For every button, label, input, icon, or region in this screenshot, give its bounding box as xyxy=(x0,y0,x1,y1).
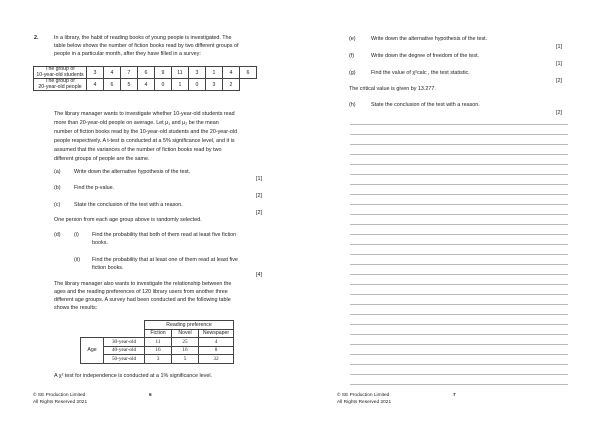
question-number: 2. xyxy=(34,35,39,41)
subpart-text: fiction books. xyxy=(92,265,124,271)
row-label: 10-year-old students xyxy=(36,71,84,78)
table-cell: 1 xyxy=(206,67,223,79)
column-header: Newspaper xyxy=(199,329,234,338)
part-text: Write down the alternative hypothesis of the test. xyxy=(371,36,488,42)
answer-line[interactable] xyxy=(350,164,568,165)
table-cell: 0 xyxy=(155,79,172,91)
row-header: 50-year-old xyxy=(104,355,145,364)
mark: [2] xyxy=(256,210,262,216)
answer-line[interactable] xyxy=(350,234,568,235)
subpart-text: books. xyxy=(92,240,108,246)
part-text: State the conclusion of the test with a reason. xyxy=(371,102,480,108)
table-row xyxy=(34,67,257,79)
page-number: 6 xyxy=(149,393,152,398)
mark: [2] xyxy=(256,193,262,199)
table-row xyxy=(81,321,234,330)
intro-line: In a library, the habit of reading books of young people is investigated. The xyxy=(54,35,232,41)
paragraph-line: One person from each age group above is randomly selected. xyxy=(54,217,202,223)
paragraph-line: ages and the reading preferences of 120 library users from another three xyxy=(54,289,228,295)
answer-line[interactable] xyxy=(350,284,568,285)
column-header: Novel xyxy=(172,329,199,338)
table-cell: 5 xyxy=(172,355,199,364)
paragraph-line: assumed that the variances of the number of fiction books read by two xyxy=(54,147,222,153)
part-label: (g) xyxy=(349,70,356,76)
table-cell: 16 xyxy=(172,346,199,355)
table-cell: 8 xyxy=(199,346,234,355)
row-header: 40-year-old xyxy=(104,346,145,355)
subpart-text: Find the probability that at least one of them read at least five xyxy=(92,257,238,263)
answer-line[interactable] xyxy=(350,254,568,255)
subpart-text: Find the probability that both of them read at least five fiction xyxy=(92,232,237,238)
contingency-table xyxy=(80,320,234,364)
row-header: 30-year-old xyxy=(104,338,145,347)
part-text: Write down the alternative hypothesis of the test. xyxy=(74,169,191,175)
table-row xyxy=(81,329,234,338)
answer-line[interactable] xyxy=(350,144,568,145)
part-text: Write down the degree of freedom of the test. xyxy=(371,53,480,59)
table-row xyxy=(81,338,234,347)
subpart-label: (i) xyxy=(74,232,79,238)
table-cell: 4 xyxy=(87,79,104,91)
table-cell: 3 xyxy=(206,79,223,91)
mark: [1] xyxy=(256,176,262,182)
answer-line[interactable] xyxy=(350,134,568,135)
table-cell: 5 xyxy=(121,79,138,91)
mark: [1] xyxy=(556,61,562,67)
paragraph-line: number of fiction books read by the 10-year-old students and the 20-year-old xyxy=(54,129,238,135)
paragraph-line: people respectively. A t-test is conducted at a 5% significance level, and it is xyxy=(54,138,235,144)
paragraph-line: A χ² test for independence is conducted at a 1% significance level. xyxy=(54,373,213,379)
answer-line[interactable] xyxy=(350,224,568,225)
answer-line[interactable] xyxy=(350,384,568,385)
paragraph-line: The library manager also wants to investigate the relationship between the xyxy=(54,281,232,287)
table-cell: 4 xyxy=(199,338,234,347)
footer-rights: All Rights Reserved 2021 xyxy=(337,400,392,405)
answer-line[interactable] xyxy=(350,304,568,305)
table-cell: 2 xyxy=(223,79,240,91)
part-label: (b) xyxy=(54,185,61,191)
paragraph-line: different age groups. A survey had been conducted and the following table xyxy=(54,297,231,303)
answer-line[interactable] xyxy=(350,344,568,345)
frequency-table xyxy=(33,66,257,91)
answer-line[interactable] xyxy=(350,214,568,215)
part-label: (h) xyxy=(349,102,356,108)
paragraph-line: The library manager wants to investigate whether 10-year-old students read xyxy=(54,111,235,117)
table-cell: 0 xyxy=(189,79,206,91)
part-text: Find the p-value. xyxy=(74,185,115,191)
table-cell: 25 xyxy=(172,338,199,347)
table-cell: 11 xyxy=(145,338,172,347)
table-cell: 3 xyxy=(145,355,172,364)
page-number: 7 xyxy=(453,393,456,398)
answer-line[interactable] xyxy=(350,364,568,365)
table-cell: 9 xyxy=(155,67,172,79)
column-header: Fiction xyxy=(145,329,172,338)
part-label: (d) xyxy=(54,232,61,238)
part-label: (f) xyxy=(349,53,355,59)
table-cell: 6 xyxy=(138,67,155,79)
mark: [2] xyxy=(556,110,562,116)
table-cell: 32 xyxy=(199,355,234,364)
answer-line[interactable] xyxy=(350,264,568,265)
answer-line[interactable] xyxy=(350,154,568,155)
table-row xyxy=(81,355,234,364)
subpart-label: (ii) xyxy=(74,257,80,263)
paragraph-line: shows the results: xyxy=(54,305,98,311)
table-cell: 6 xyxy=(104,79,121,91)
answer-line[interactable] xyxy=(350,194,568,195)
row-group-header: Age xyxy=(81,338,104,364)
row-label: The group of xyxy=(45,66,75,72)
table-cell: 3 xyxy=(87,67,104,79)
table-cell: 4 xyxy=(104,67,121,79)
table-row xyxy=(34,79,257,91)
answer-line[interactable] xyxy=(350,354,568,355)
footer-rights: All Rights Reserved 2021 xyxy=(33,400,88,405)
table-row xyxy=(81,346,234,355)
intro-line: people in a particular month, after they have filled in a survey: xyxy=(54,51,201,57)
answer-line[interactable] xyxy=(350,334,568,335)
row-label: The group of xyxy=(45,78,75,84)
answer-line[interactable] xyxy=(350,314,568,315)
answer-line[interactable] xyxy=(350,174,568,175)
table-cell: 4 xyxy=(223,67,240,79)
table-cell: 1 xyxy=(172,79,189,91)
answer-line[interactable] xyxy=(350,274,568,275)
mark: [4] xyxy=(256,272,262,278)
table-cell: 3 xyxy=(189,67,206,79)
answer-line[interactable] xyxy=(350,294,568,295)
row-label: 20-year-old people xyxy=(38,83,82,90)
part-text: State the conclusion of the test with a reason. xyxy=(74,202,183,208)
answer-line[interactable] xyxy=(350,374,568,375)
table-cell: 7 xyxy=(121,67,138,79)
answer-line[interactable] xyxy=(350,244,568,245)
mark: [2] xyxy=(556,78,562,84)
part-label: (a) xyxy=(54,169,61,175)
answer-line[interactable] xyxy=(350,124,568,125)
paragraph-line: different groups of people are the same. xyxy=(54,156,150,162)
answer-line[interactable] xyxy=(350,324,568,325)
table-cell: 11 xyxy=(172,67,189,79)
part-label: (e) xyxy=(349,36,356,42)
mark: [1] xyxy=(556,44,562,50)
intro-line: table below shows the number of fiction books read by two different groups of xyxy=(54,43,239,49)
answer-line[interactable] xyxy=(350,184,568,185)
footer-copyright: © SE Production Limited xyxy=(337,393,390,398)
part-text: Find the value of χ²calc , the test statistic. xyxy=(371,70,470,76)
table-cell: 6 xyxy=(240,67,257,79)
table-cell: 4 xyxy=(138,79,155,91)
table-cell: 16 xyxy=(145,346,172,355)
column-group-header: Reading preference xyxy=(145,321,234,330)
part-label: (c) xyxy=(54,202,61,208)
footer-copyright: © SE Production Limited xyxy=(33,393,86,398)
paragraph-line: more than 20-year-old people on average. Let μ₁ and μ₂ be the mean xyxy=(54,120,219,126)
answer-line[interactable] xyxy=(350,204,568,205)
right-page xyxy=(300,0,600,424)
critical-value-text: The critical value is given by 13.277. xyxy=(349,86,436,92)
